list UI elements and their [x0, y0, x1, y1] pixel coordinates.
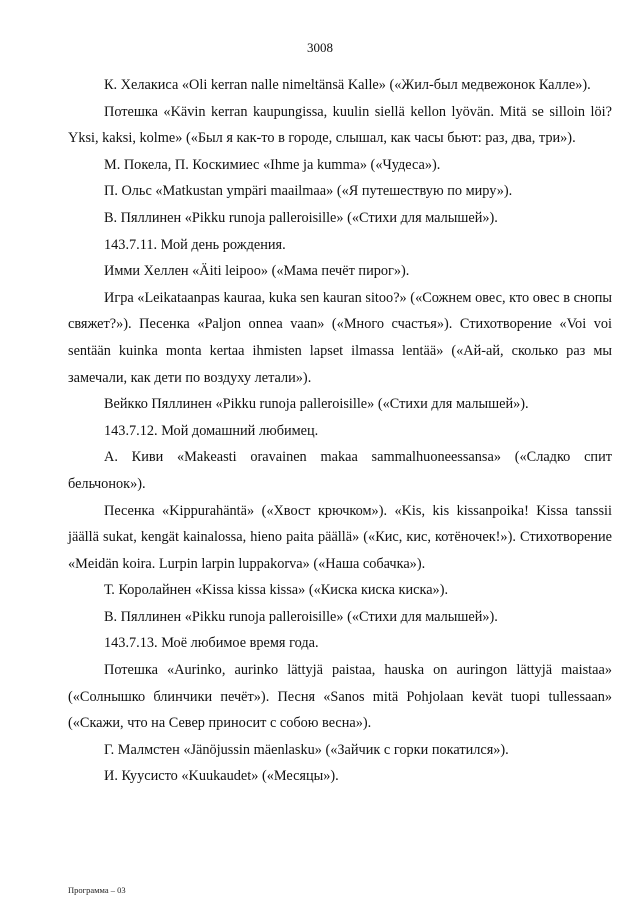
paragraph: Песенка «Kippurahäntä» («Хвост крючком»). «Kis, kis kissanpoika! Kissa tanssii jäällä sukat, kengät kainalossa, hieno paita päällä» («Кис, кис, котёночек!»). Стихотворение «Meidän koira. Lurpin larpin luppakorva» («Наша собачка»).: [68, 502, 612, 572]
paragraph: Имми Хеллен «Äiti leipoo» («Мама печёт пирог»).: [104, 263, 410, 280]
paragraph: Вейкко Пяллинен «Pikku runoja palleroisille» («Стихи для малышей»).: [104, 396, 529, 413]
paragraph: В. Пяллинен «Pikku runoja palleroisille» («Стихи для малышей»).: [104, 608, 498, 625]
section-heading: 143.7.12. Мой домашний любимец.: [104, 422, 319, 439]
paragraph: А. Киви «Makeasti oravainen makaa sammalhuoneessansa» («Сладко спит бельчонок»).: [68, 449, 612, 492]
paragraph: И. Куусисто «Kuukaudet» («Месяцы»).: [104, 768, 339, 785]
paragraph: Потешка «Kävin kerran kaupungissa, kuulin siellä kellon lyövän. Mitä se silloin löi? Yksi, kaksi, kolme» («Был я как-то в городе, слышал, как часы бьют: раз, два, три»).: [68, 103, 612, 147]
page-footer: Программа – 03: [68, 885, 126, 895]
paragraph: К. Хелакиса «Oli kerran nalle nimeltänsä Kalle» («Жил-был медвежонок Калле»).: [104, 77, 591, 93]
paragraph: Игра «Leikataanpas kauraa, kuka sen kauran sitoo?» («Сожнем овес, кто овес в снопы свяжет?»). Песенка «Paljon onnea vaan» («Много счастья»). Стихотворение «Voi voi sentään kuinka monta kertaa ihmisten lapset ilmassa lentää» («Ай-ай, сколько раз мы замечали, как дети по воздуху летали»).: [68, 289, 612, 386]
paragraph: М. Покела, П. Коскимиес «Ihme ja kumma» («Чудеса»).: [104, 156, 441, 173]
page-number: 3008: [307, 40, 333, 55]
paragraph: В. Пяллинен «Pikku runoja palleroisille» («Стихи для малышей»).: [104, 209, 498, 226]
paragraph: Г. Малмстен «Jänöjussin mäenlasku» («Зайчик с горки покатился»).: [104, 741, 509, 758]
document-body: [68, 72, 612, 790]
paragraph: Потешка «Aurinko, aurinko lättyjä paistaa, hauska on auringon lättyjä maistaa» («Солнышко блинчики печёт»). Песня «Sanos mitä Pohjolaan kevät tuopi tullessaan» («Скажи, что на Север приносит с собою весна»).: [68, 662, 612, 732]
section-heading: 143.7.13. Моё любимое время года.: [104, 635, 319, 652]
section-heading: 143.7.11. Мой день рождения.: [104, 236, 286, 253]
paragraph: Т. Королайнен «Kissa kissa kissa» («Киска киска киска»).: [104, 582, 449, 599]
paragraph: П. Ольс «Matkustan ympäri maailmaa» («Я путешествую по миру»).: [104, 183, 513, 200]
